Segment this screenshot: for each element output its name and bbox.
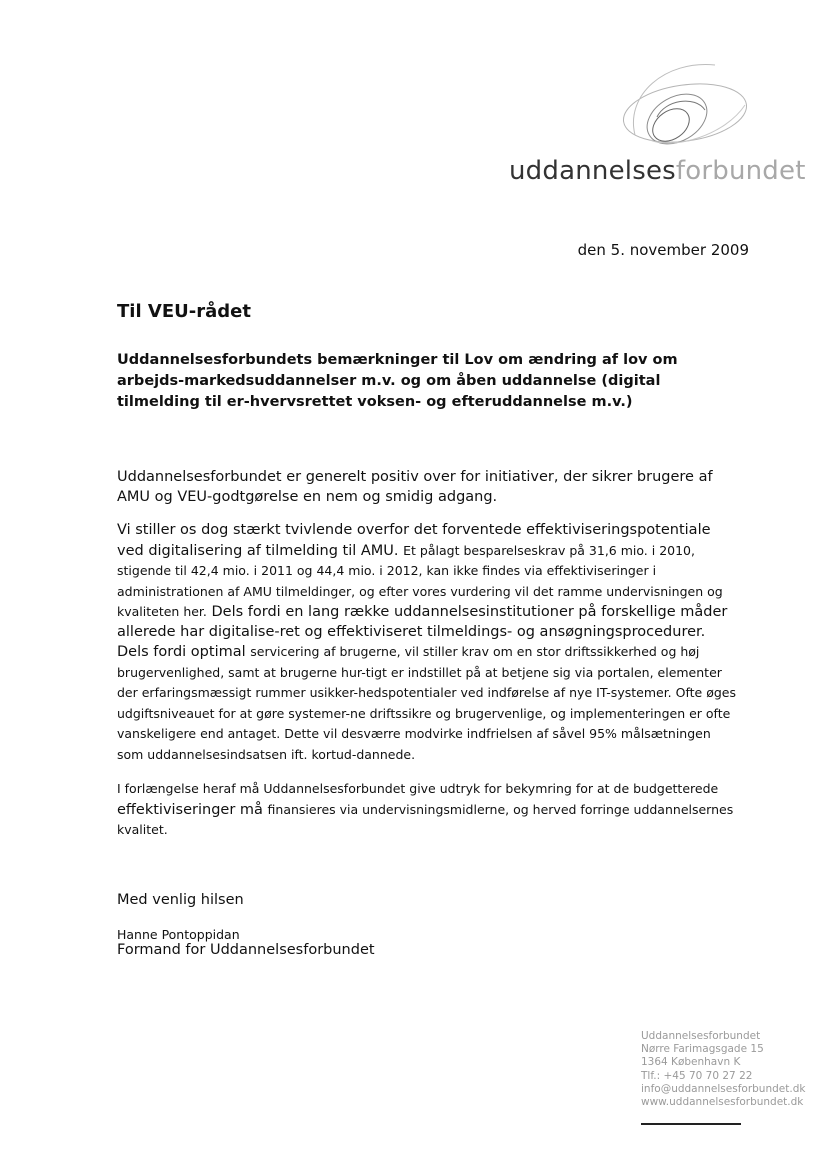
subject-heading: Uddannelsesforbundets bemærkninger til Lov om ændring af lov om arbejds-markedsuddannelser m.v. og om åben uddannelse (digital tilmelding til er-hvervsrettet voksen- og efteruddannelse m.v.) [117, 352, 678, 410]
footer-email: info@uddannelsesforbundet.dk [641, 1082, 806, 1095]
paragraph-intro: Uddannelsesforbundet er generelt positiv over for initiativer, der sikrer brugere af AMU og VEU-godtgørelse en nem og smidig adgang. [117, 469, 713, 505]
logo-text-light: forbundet [675, 156, 806, 186]
signature-name: Hanne Pontoppidan [117, 927, 240, 942]
letter-body [117, 468, 741, 855]
paragraph-conclusion-part-2: effektiviseringer må [117, 801, 263, 818]
recipient-heading: Til VEU-rådet [117, 301, 251, 322]
logo-wordmark [509, 156, 806, 186]
paragraph-conclusion [117, 779, 741, 841]
paragraph-conclusion-part-1: I forlængelse heraf må Uddannelsesforbundet give udtryk for bekymring for at de budgetterede [117, 781, 719, 796]
footer-org: Uddannelsesforbundet [641, 1030, 761, 1042]
signature-title: Formand for Uddannelsesforbundet [117, 942, 375, 958]
footer-divider [641, 1123, 741, 1125]
paragraph-concerns [117, 521, 741, 765]
logo-text-dark: uddannelses [509, 156, 676, 186]
letter-date: den 5. november 2009 [577, 241, 749, 259]
logo-swirl-icon [605, 55, 765, 160]
footer-phone: Tlf.: +45 70 70 27 22 [641, 1069, 753, 1082]
logo [500, 55, 806, 190]
footer-city: 1364 København K [641, 1056, 741, 1069]
footer-address [641, 1030, 805, 1109]
paragraph-concerns-part-1: Vi stiller os dog stærkt tvivlende overfor det forventede effektiviseringspotentiale ved digitalisering af tilmelding til AMU. [117, 522, 711, 559]
footer-street: Nørre Farimagsgade 15 [641, 1043, 764, 1056]
footer-web: www.uddannelsesforbundet.dk [641, 1096, 804, 1109]
paragraph-concerns-part-3: Dels fordi en lang række uddannelsesinstitutioner på forskellige måder allerede har digitalise-ret og effektiviseret tilmeldings- og ansøgningsprocedurer. Dels fordi optimal [117, 604, 728, 660]
closing-salutation: Med venlig hilsen [117, 892, 244, 908]
paragraph-concerns-part-2: Et pålagt besparelseskrav på 31,6 mio. i 2010, stigende til 42,4 mio. i 2011 og 44,4 mio. i 2012, kan ikke findes via effektiviseringer i administrationen af AMU tilmeldinger, og efter vores vurdering vil det ramme undervisningen og kvaliteten her. [117, 542, 723, 619]
paragraph-conclusion-part-3: finansieres via undervisningsmidlerne, og herved forringe uddannelsernes kvalitet. [117, 801, 734, 837]
paragraph-concerns-part-4: servicering af brugerne, vil stiller krav om en stor driftssikkerhed og høj brugervenlighed, samt at brugerne hur-tigt er indstillet på at betjene sig via portalen, elementer der erfaringsmæssigt rummer usikker-hedspotentialer ved indførelse af nye IT-systemer. Ofte øges udgiftsniveauet for at gøre systemer-ne driftssikre og brugervenlige, og implementeringen er ofte vanskeligere end antaget. Dette vil desværre modvirke indfrielsen af såvel 95% målsætningen som uddannelsesindsatsen ift. kortud-dannede. [117, 644, 737, 762]
